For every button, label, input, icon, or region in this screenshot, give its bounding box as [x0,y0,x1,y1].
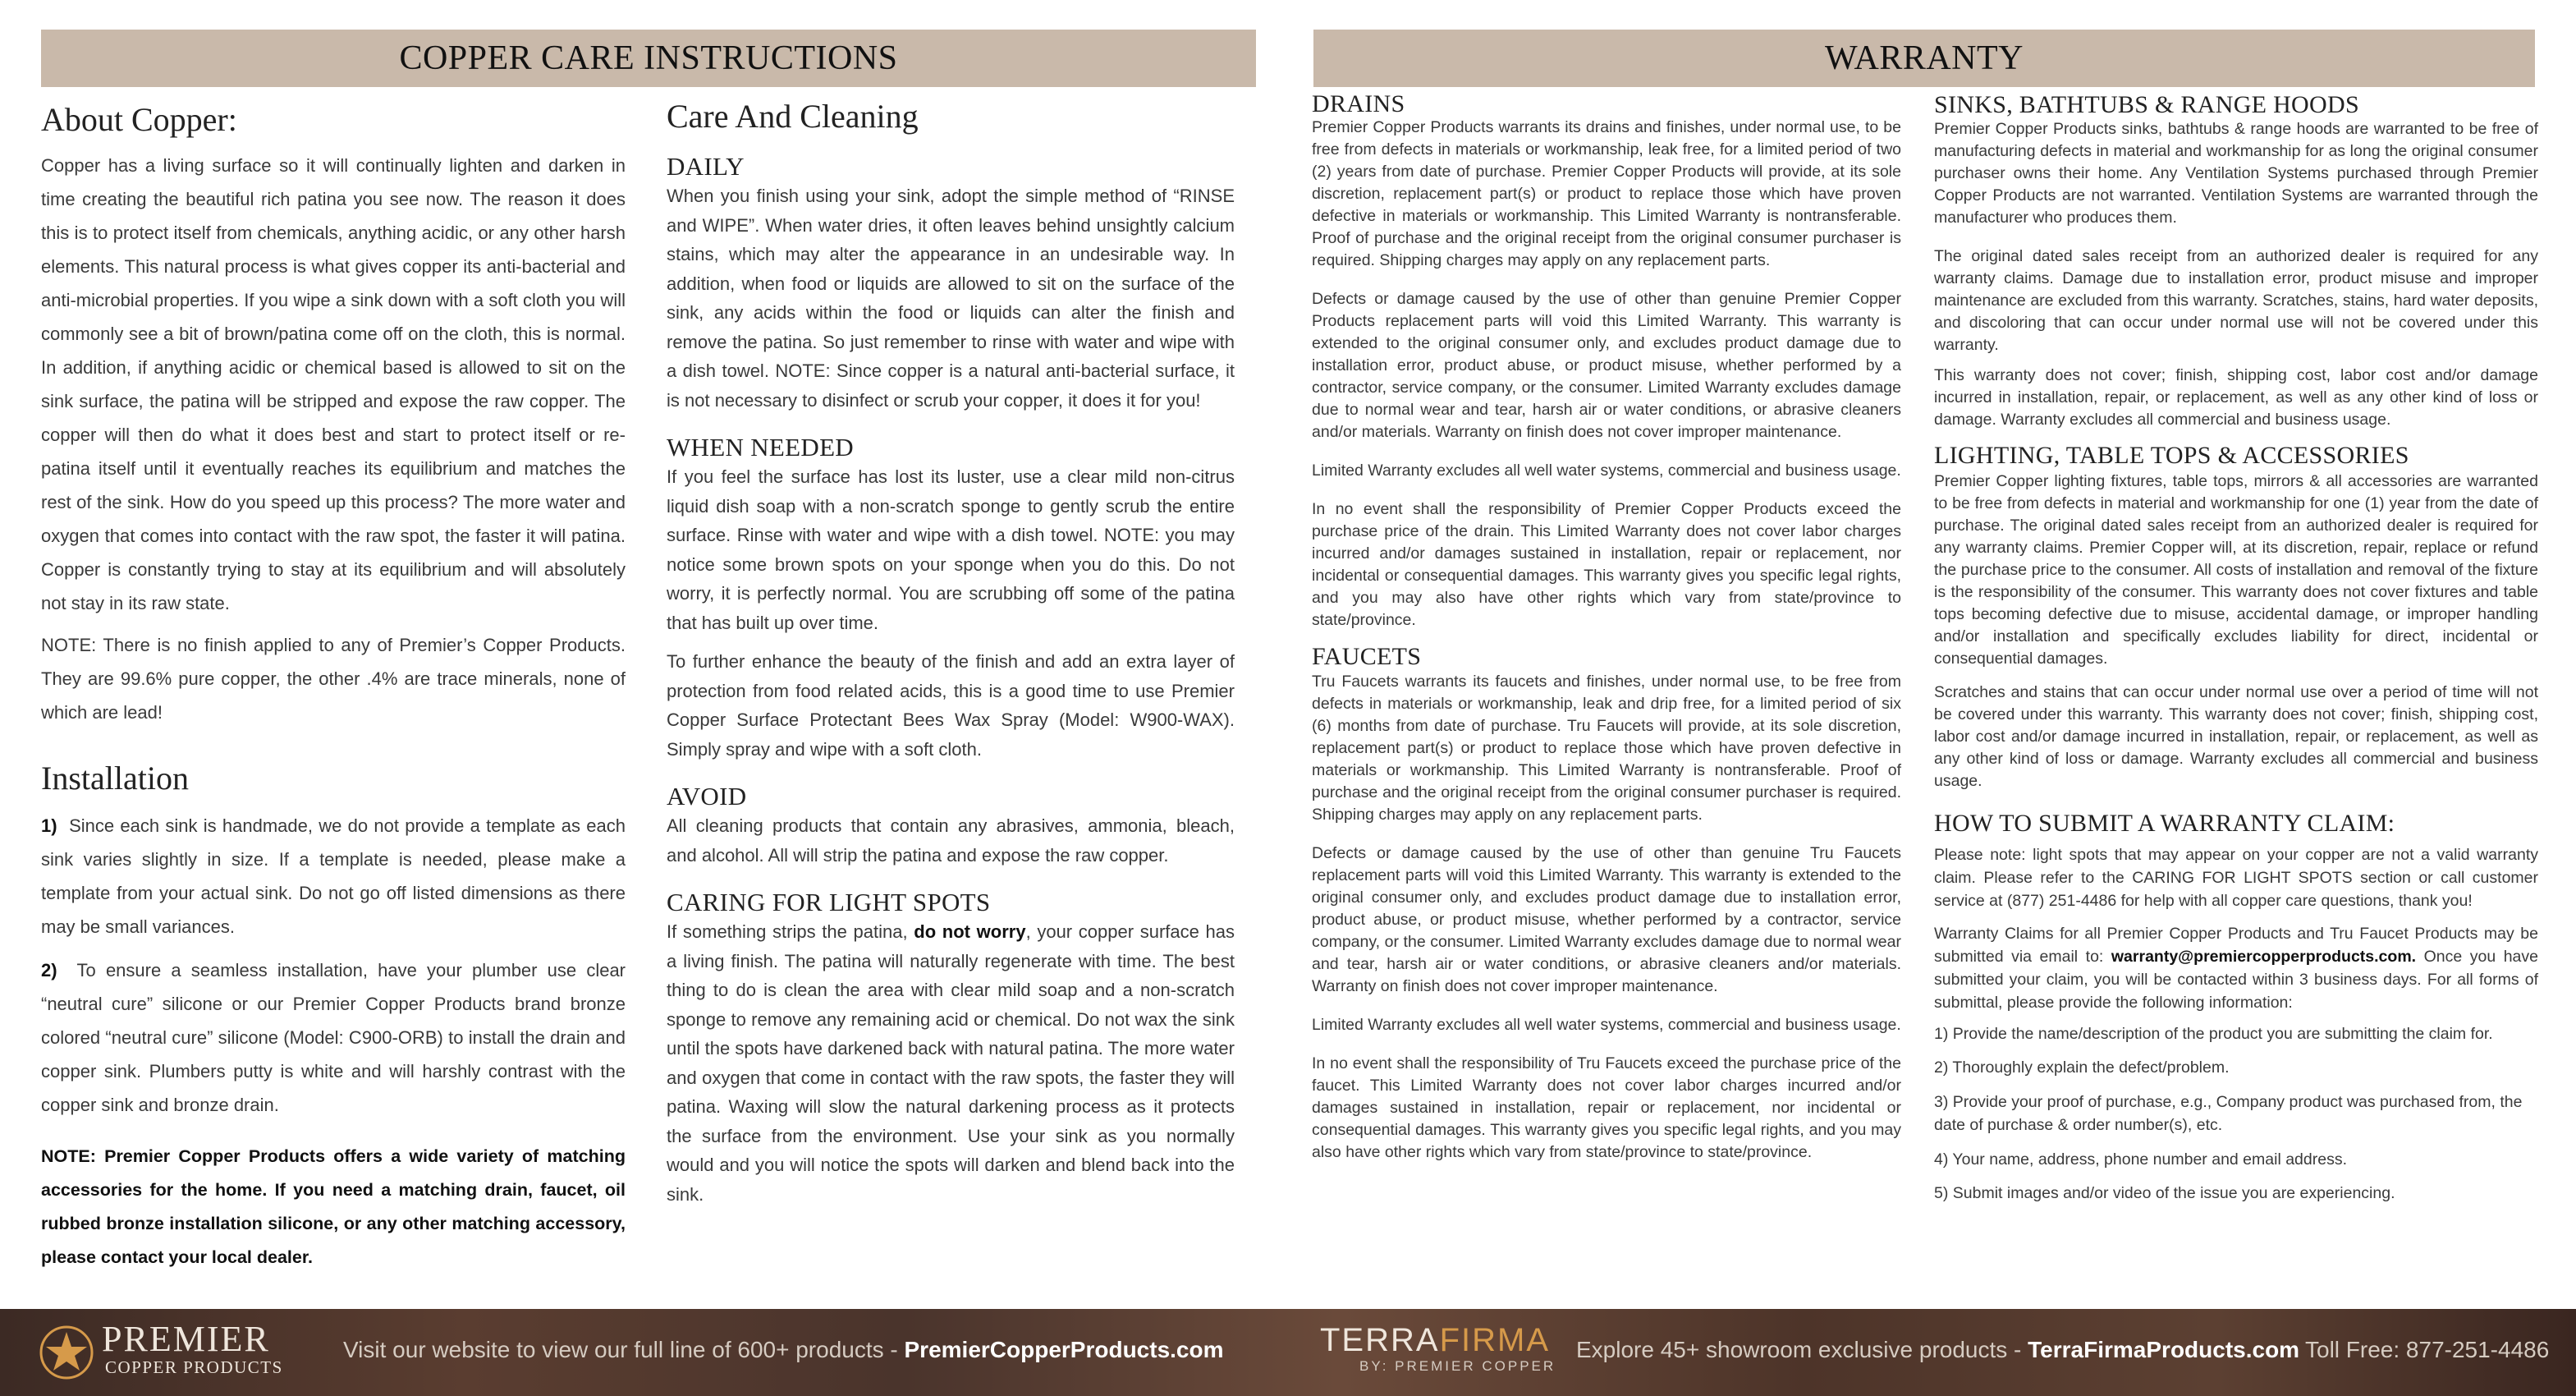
light-spots-post: , your copper surface has a living finish. The patina will naturally regenerate with time. The best thing to do is clean the area with clear mild soap and a non-scratch sponge to remove any remaining acid or chemical. Do not wax the sink until the spots have darkened back with natural patina. The more water and oxygen that come in contact with the raw spots, the faster they will patina. Waxing will slow the natural darkening process as it protects the surface from the environment. Use your sink as you normally would and you will notice the spots will darken and blend back into the sink. [667,921,1235,1205]
about-copper-heading: About Copper: [41,101,237,138]
claim-note: Please note: light spots that may appear on your copper are not a valid warranty claim. Please refer to the CARING FOR LIGHT SPOTS section or call customer service at (877) 251-4486 for help with all copper care questions, thank you! [1934,846,2538,910]
lighting-text-1: Premier Copper lighting fixtures, table tops, mirrors & all accessories are warranted to be free from defects in material and workmanship for one (1) year from the date of purchase. The original dated sales receipt from an authorized dealer is required for any warranty claims. Premier Copper will, at its discretion, repair, replace or refund the purchase price to the consumer. All costs of installation and removal of the fixture is the responsibility of the consumer. This warranty does not cover fixtures and table tops becoming defective due to misuse, accidental damage, or improper handling and/or installation and specifically excludes liability for direct, incidental or consequential damages. [1934,472,2538,668]
drains-faucets-column [1312,92,1901,1164]
claim-email-link[interactable]: warranty@premiercopperproducts.com. [2111,948,2417,966]
brand-sub: COPPER PRODUCTS [105,1357,283,1377]
premier-star-logo-icon [38,1324,95,1381]
warranty-claim-heading: HOW TO SUBMIT A WARRANTY CLAIM: [1934,810,2395,837]
light-spots-bold: do not worry [914,921,1026,942]
claim-step: 4) Your name, address, phone number and email address. [1934,1150,2347,1169]
about-copper-note: NOTE: There is no finish applied to any of Premier’s Copper Products. They are 99.6% pure copper, the other .4% are trace minerals, none of which are lead! [41,635,626,723]
faucets-text-4: In no event shall the responsibility of Tru Faucets exceed the purchase price of the faucet. This Limited Warranty does not cover labor charges incurred and/or damages sustained in installation, repair or replacement, nor incidental or consequential damages. This warranty gives you specific legal rights, and you may also have other rights which vary from state/province to state/province. [1312,1054,1901,1161]
claim-steps-list [1934,1017,2538,1210]
daily-heading: DAILY [667,152,745,181]
faucets-text-2: Defects or damage caused by the use of other than genuine Tru Faucets replacement parts will void this Limited Warranty. This warranty is extended to the original consumer only, and excludes product damage due to installation error, product abuse, or product misuse, whether performed by a contractor, service company, or the consumer. Limited Warranty excludes damage due to normal wear and tear, harsh air or water conditions, or abrasive cleaners and/or materials. Warranty on finish does not cover improper maintenance. [1312,844,1901,995]
step-2-number: 2) [41,960,57,980]
installation-step-1 [41,809,626,944]
care-cleaning-heading: Care And Cleaning [667,98,919,135]
terra-word: TERRA [1320,1322,1440,1358]
light-spots-text [667,917,1235,1209]
claim-submit-pre: Warranty Claims for all Premier Copper Products and Tru Faucet Products may be submitted via email to: [1934,925,2538,966]
terrafirma-brand [1320,1322,1556,1375]
toll-free-number[interactable]: Toll Free: 877-251-4486 [2305,1337,2550,1362]
avoid-heading: AVOID [667,782,747,811]
light-spots-heading: CARING FOR LIGHT SPOTS [667,888,991,916]
about-copper-text: Copper has a living surface so it will continually lighten and darken in time creating the beautiful rich patina you see now. The reason it does this is to protect itself from chemicals, anything acidic, or any other harsh elements. This natural process is what gives copper its anti-bacterial and anti-microbial properties. If you wipe a sink down with a soft cloth you will commonly see a bit of brown/patina come off on the cloth, this is normal. In addition, if anything acidic or chemical based is allowed to sit on the sink surface, the patina will be stripped and expose the raw copper. The copper will then do what it does best and start to protect itself or re-patina itself until it eventually reaches its equilibrium and matches the rest of the sink. How do you speed up this process? The more water and oxygen that comes into contact with the raw spot, the faster it will patina. Copper is constantly trying to stay at its equilibrium and will absolutely not stay in its raw state. [41,155,626,613]
drains-text-2: Defects or damage caused by the use of other than genuine Premier Copper Products replacement parts will void this Limited Warranty. This warranty is extended to the original consumer only, and excludes product damage due to installation error, product abuse, or product misuse, whether performed by a contractor, service company, or the consumer. Limited Warranty excludes damage due to normal wear and tear, harsh air or water conditions, or abrasive cleaners and/or materials. Warranty on finish does not cover improper maintenance. [1312,290,1901,441]
sinks-lighting-claims-column [1934,92,2538,1210]
claim-step: 5) Submit images and/or video of the issue you are experiencing. [1934,1184,2395,1202]
claim-submit-post: Once you have submitted your claim, you will be contacted within 3 business days. For all forms of submittal, please provide the following information: [1934,948,2538,1012]
step-1-number: 1) [41,815,57,836]
light-spots-pre: If something strips the patina, [667,921,908,942]
daily-text: When you finish using your sink, adopt the simple method of “RINSE and WIPE”. When water dries, it often leaves behind unsightly calcium stains, which may alter the appearance in an undesirable way. In addition, when food or liquids are allowed to sit on the surface of the sink, any acids within the food or liquids can alter the finish and remove the patina. So just remember to rinse with water and wipe with a dish towel. NOTE: Since copper is a natural anti-bacterial surface, it is not necessary to disinfect or scrub your copper, it does it for you! [667,186,1235,411]
premier-brand [102,1320,283,1376]
claim-step: 2) Thoroughly explain the defect/problem. [1934,1058,2230,1077]
sinks-text-1: Premier Copper Products sinks, bathtubs & range hoods are warranted to be free of manufacturing defects in material and workmanship for as long the original consumer purchaser owns their home. Any Ventilation Systems purchased through Premier Copper Products are not warranted. Ventilation Systems are warranted through the manufacturer who produces them. [1934,120,2538,227]
faucets-text-3: Limited Warranty excludes all well water systems, commercial and business usage. [1312,1016,1901,1034]
care-cleaning-column [667,92,1235,1209]
warranty-banner: WARRANTY [1313,30,2535,87]
lighting-text-2: Scratches and stains that can occur under normal use over a period of time will not be covered under this warranty. This warranty does not cover; finish, shipping cost, labor cost and/or damage incurred in installation, repair, or replacement, as well as any other kind of loss or damage. Warranty excludes all commercial and business usage. [1934,683,2538,790]
care-instructions-banner: COPPER CARE INSTRUCTIONS [41,30,1256,87]
installation-step-2 [41,953,626,1122]
sinks-text-3: This warranty does not cover; finish, shipping cost, labor cost and/or damage incurred in installation, repair, or replacement, as well as any other kind of loss or damage. Warranty excludes all commercial and business usage. [1934,366,2538,429]
sinks-text-2: The original dated sales receipt from an authorized dealer is required for any warranty claims. Damage due to installation error, product misuse and improper maintenance are excluded from this warranty. Scratches, stains, hard water deposits, and discoloring that can occur under normal use will not be covered under this warranty. [1934,247,2538,354]
faucets-text-1: Tru Faucets warrants its faucets and finishes, under normal use, to be free from defects in materials or workmanship, leak and drip free, for a limited period of six (6) months from date of purchase. Tru Faucets will provide, at its sole discretion, replacement part(s) or product to replace those which have proven defective in materials or workmanship. This Limited Warranty is nontransferable. Proof of purchase and the original receipt from the original consumer purchaser is required. Shipping charges may apply on any replacement parts. [1312,673,1901,824]
avoid-text: All cleaning products that contain any abrasives, ammonia, bleach, and alcohol. All will strip the patina and expose the raw copper. [667,815,1235,866]
installation-heading: Installation [41,760,189,797]
step-1-text: Since each sink is handmade, we do not provide a template as each sink varies slightly in size. If a template is needed, please make a template from your actual sink. Do not go off listed dimensions as there may be small variances. [41,815,626,937]
claim-submit-text [1934,922,2538,1014]
faucets-heading: FAUCETS [1312,643,1422,670]
explore-showroom-text [1576,1337,2299,1363]
terrafirma-sub: BY: PREMIER COPPER [1359,1358,1556,1374]
drains-text-4: In no event shall the responsibility of Premier Copper Products exceed the purchase price of the drain. This Limited Warranty does not cover labor charges incurred and/or damages sustained in installation, repair or replacement, nor incidental or consequential damages. This warranty gives you specific legal rights, and you may also have other rights which vary from state/province to state/province. [1312,500,1901,629]
about-installation-column [41,92,626,1274]
lighting-heading: LIGHTING, TABLE TOPS & ACCESSORIES [1934,442,2409,469]
drains-text-3: Limited Warranty excludes all well water systems, commercial and business usage. [1312,462,1901,480]
step-2-text: To ensure a seamless installation, have your plumber use clear “neutral cure” silicone or our Premier Copper Products brand bronze colored “neutral cure” silicone (Model: C900-ORB) to install the drain and copper sink. Plumbers putty is white and will harshly contrast with the copper sink and bronze drain. [41,960,626,1115]
premier-website-link[interactable]: PremierCopperProducts.com [904,1337,1224,1362]
explore-label: Explore 45+ showroom exclusive products - [1576,1337,2022,1362]
claim-step: 3) Provide your proof of purchase, e.g., Company product was purchased from, the date of purchase & order number(s), etc. [1934,1093,2523,1134]
terrafirma-website-link[interactable]: TerraFirmaProducts.com [2028,1337,2300,1362]
claim-step: 1) Provide the name/description of the product you are submitting the claim for. [1934,1025,2493,1043]
drains-heading: DRAINS [1312,90,1405,117]
visit-label: Visit our website to view our full line of 600+ products - [343,1337,898,1362]
footer-bar [0,1309,2576,1396]
firma-word: FIRMA [1439,1322,1551,1358]
drains-text-1: Premier Copper Products warrants its drains and finishes, under normal use, to be free from defects in materials or workmanship, leak free, for a limited period of two (2) years from date of purchase. Premier Copper Products will provide, at its sole discretion, replacement part(s) or product to replace those which have proven defective in materials or workmanship. This Limited Warranty is nontransferable. Proof of purchase and the original receipt from the original consumer purchaser is required. Shipping charges may apply on any replacement parts. [1312,118,1901,269]
sinks-heading: SINKS, BATHTUBS & RANGE HOODS [1934,91,2359,118]
accessories-note: NOTE: Premier Copper Products offers a wide variety of matching accessories for the home. If you need a matching drain, faucet, oil rubbed bronze installation silicone, or any other matching accessory, please contact your local dealer. [41,1146,626,1267]
when-needed-text-1: If you feel the surface has lost its luster, use a clear mild non-citrus liquid dish soap with a non-scratch sponge to gently scrub the entire surface. Rinse with water and wipe with a dish towel. NOTE: you may notice some brown spots on your sponge when you do this. Do not worry, it is perfectly normal. You are scrubbing off some of the patina that has built up over time. [667,466,1235,633]
brand-main: PREMIER [102,1319,270,1359]
when-needed-heading: WHEN NEEDED [667,433,854,462]
when-needed-text-2: To further enhance the beauty of the finish and add an extra layer of protection from food related acids, this is a good time to use Premier Copper Surface Protectant Bees Wax Spray (Model: W900-WAX). Simply spray and wipe with a soft cloth. [667,651,1235,760]
visit-website-text [343,1337,1224,1363]
